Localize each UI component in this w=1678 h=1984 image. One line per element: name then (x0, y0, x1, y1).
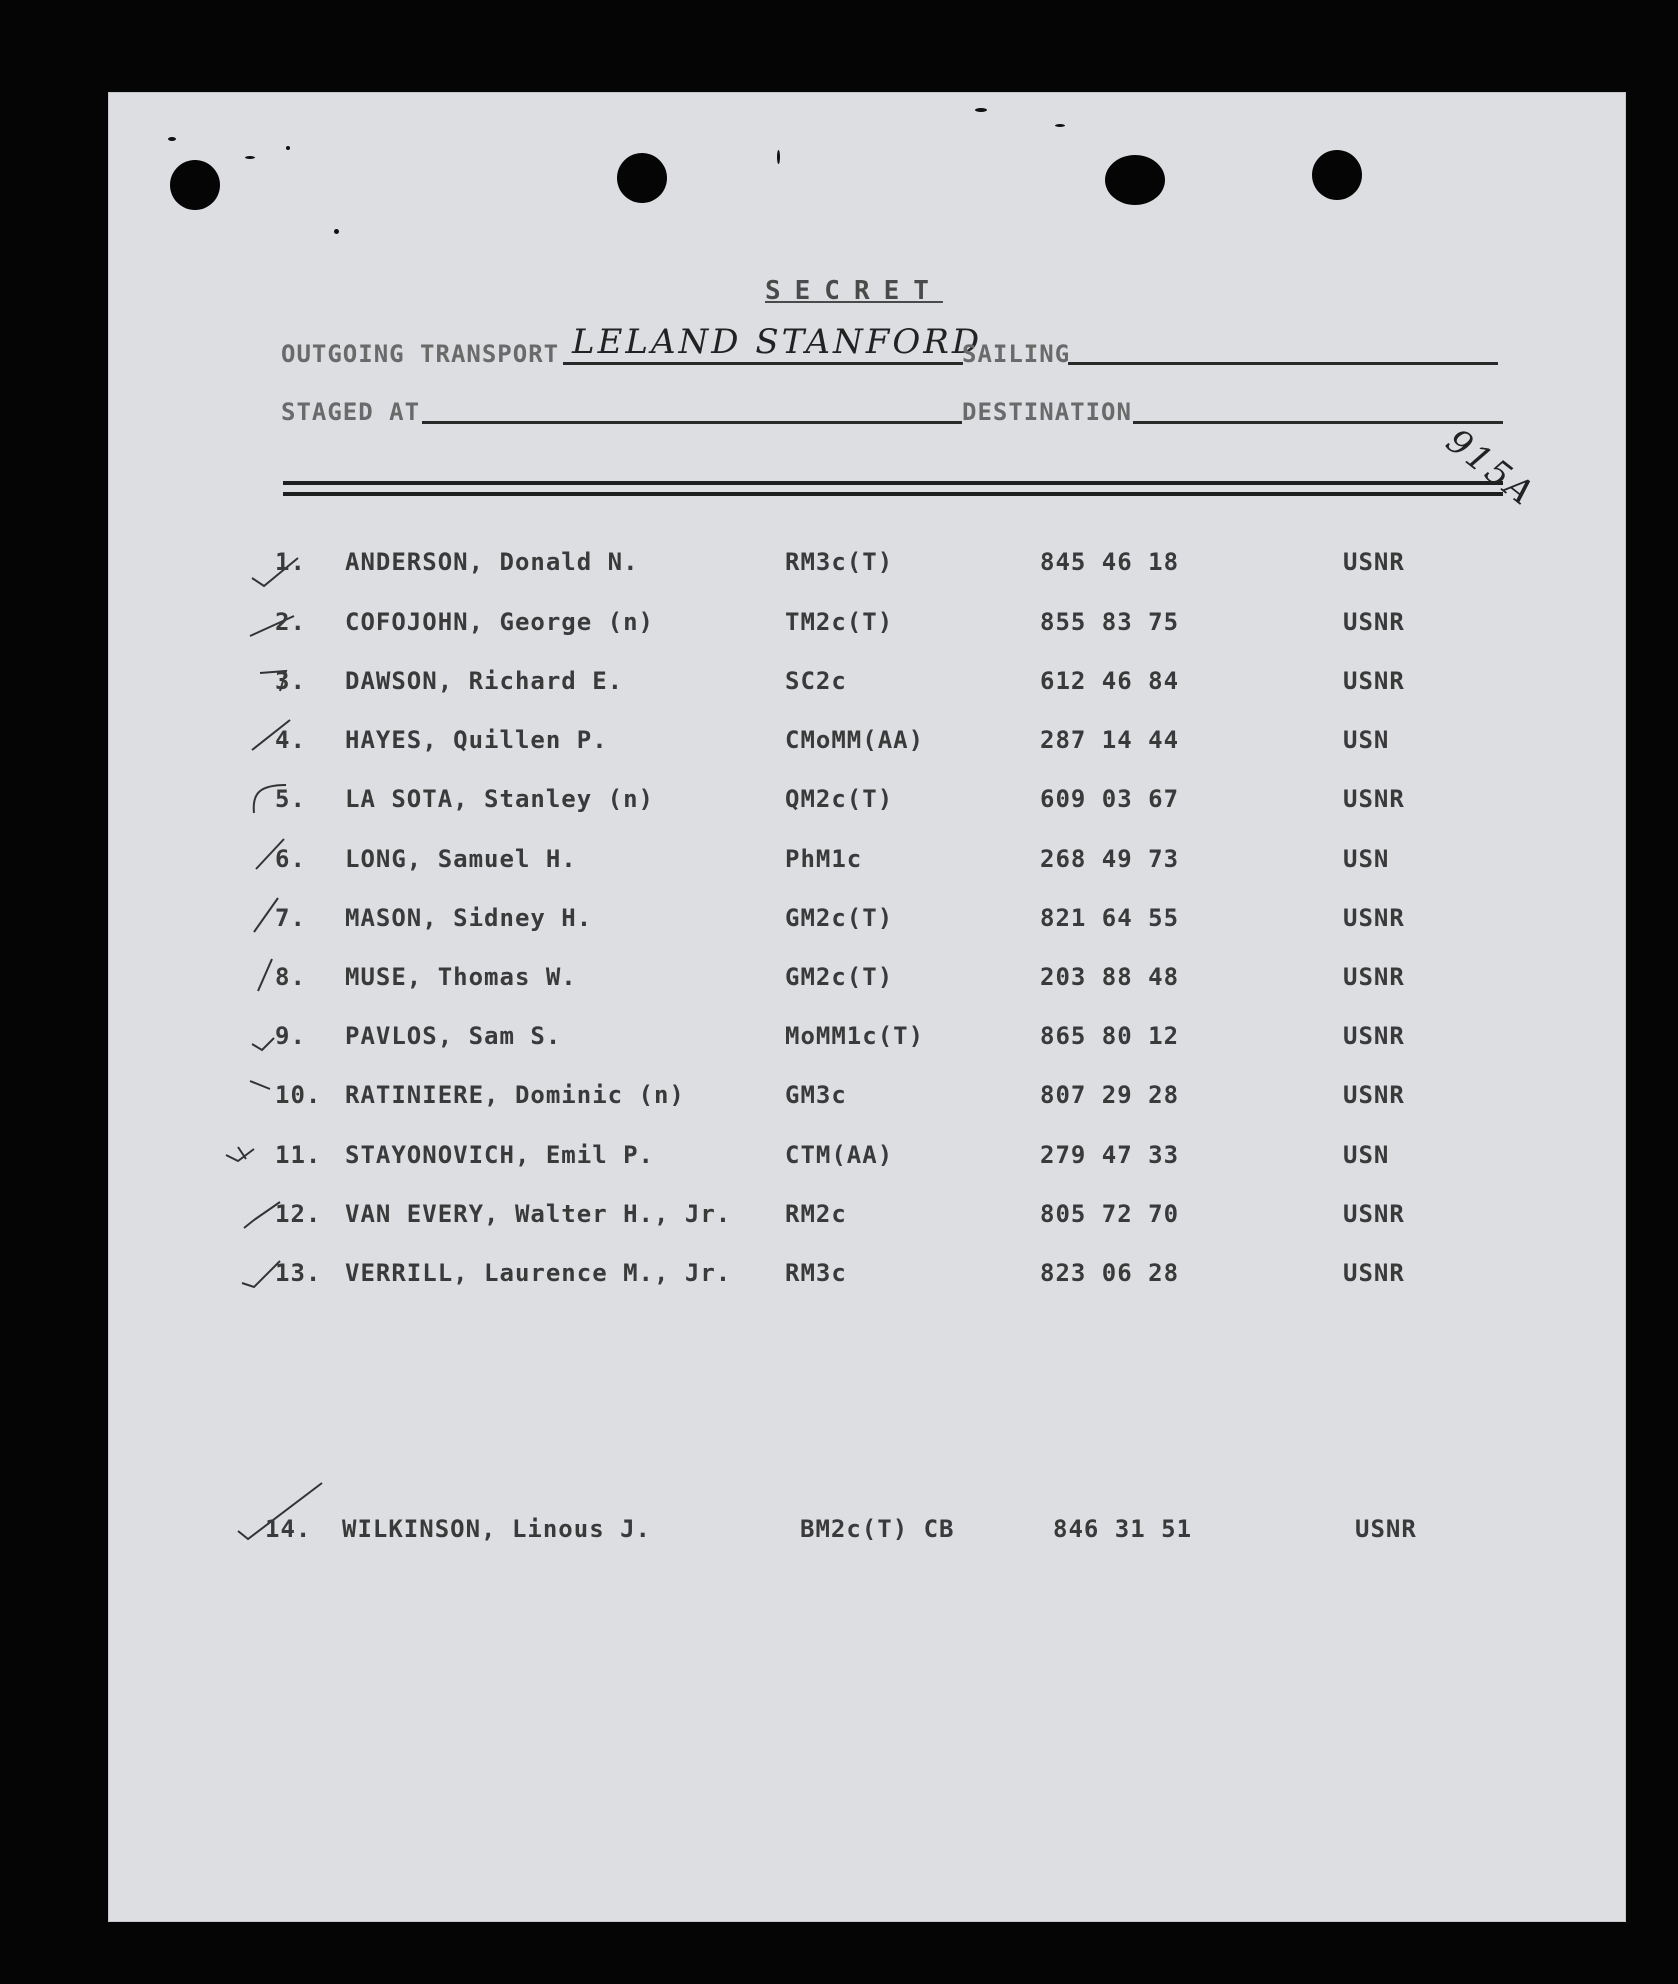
service-component: USNR (1343, 785, 1405, 813)
member-rate: RM3c (785, 1259, 847, 1287)
destination-line (1133, 421, 1503, 424)
service-number: 865 80 12 (1040, 1022, 1180, 1050)
ink-speck (286, 146, 290, 150)
roster-row (0, 548, 1678, 588)
roster-row (0, 904, 1678, 944)
transport-label: OUTGOING TRANSPORT (281, 340, 560, 368)
member-name: DAWSON, Richard E. (345, 667, 624, 695)
row-number: 9. (275, 1022, 306, 1050)
row-number: 3. (275, 667, 306, 695)
ink-speck (168, 137, 176, 141)
member-name: VERRILL, Laurence M., Jr. (345, 1259, 732, 1287)
service-number: 268 49 73 (1040, 845, 1180, 873)
punch-hole (1312, 150, 1362, 200)
sailing-label: SAILING (962, 340, 1071, 368)
member-name: ANDERSON, Donald N. (345, 548, 639, 576)
member-rate: MoMM1c(T) (785, 1022, 925, 1050)
member-rate: BM2c(T) CB (800, 1515, 955, 1543)
member-rate: RM2c (785, 1200, 847, 1228)
member-rate: PhM1c (785, 845, 863, 873)
roster-row (0, 845, 1678, 885)
member-name: MUSE, Thomas W. (345, 963, 577, 991)
member-name: STAYONOVICH, Emil P. (345, 1141, 654, 1169)
transport-line (563, 362, 963, 365)
member-rate: TM2c(T) (785, 608, 894, 636)
row-number: 11. (275, 1141, 322, 1169)
member-name: RATINIERE, Dominic (n) (345, 1081, 685, 1109)
check-mark (240, 1200, 280, 1226)
staged-line (422, 421, 962, 424)
service-component: USNR (1343, 667, 1405, 695)
transport-value: LELAND STANFORD (572, 322, 983, 362)
service-number: 855 83 75 (1040, 608, 1180, 636)
row-number: 8. (275, 963, 306, 991)
ink-speck (334, 229, 339, 234)
member-name: HAYES, Quillen P. (345, 726, 608, 754)
member-rate: GM2c(T) (785, 963, 894, 991)
service-number: 845 46 18 (1040, 548, 1180, 576)
service-number: 805 72 70 (1040, 1200, 1180, 1228)
ink-speck (1055, 124, 1065, 127)
header-rule-bottom (283, 492, 1503, 496)
service-number: 823 06 28 (1040, 1259, 1180, 1287)
member-rate: SC2c (785, 667, 847, 695)
member-name: LONG, Samuel H. (345, 845, 577, 873)
row-number: 6. (275, 845, 306, 873)
row-number: 1. (275, 548, 306, 576)
check-mark (236, 1491, 276, 1517)
row-number: 10. (275, 1081, 322, 1109)
service-component: USN (1343, 726, 1390, 754)
member-rate: CTM(AA) (785, 1141, 894, 1169)
row-number: 5. (275, 785, 306, 813)
roster-row (0, 1081, 1678, 1121)
service-component: USNR (1343, 608, 1405, 636)
service-number: 821 64 55 (1040, 904, 1180, 932)
roster-row (0, 608, 1678, 648)
service-number: 279 47 33 (1040, 1141, 1180, 1169)
roster-row (0, 1515, 1678, 1555)
service-number: 203 88 48 (1040, 963, 1180, 991)
member-rate: CMoMM(AA) (785, 726, 925, 754)
destination-label: DESTINATION (962, 398, 1132, 426)
member-name: COFOJOHN, George (n) (345, 608, 654, 636)
archive-mark: 915A (1438, 421, 1544, 515)
roster-row (0, 1141, 1678, 1181)
ink-speck (245, 156, 255, 159)
roster-row (0, 785, 1678, 825)
ink-speck (975, 108, 987, 112)
service-component: USNR (1343, 963, 1405, 991)
service-number: 612 46 84 (1040, 667, 1180, 695)
row-number: 7. (275, 904, 306, 932)
member-name: PAVLOS, Sam S. (345, 1022, 562, 1050)
service-component: USNR (1343, 1022, 1405, 1050)
ink-speck (777, 150, 780, 164)
service-component: USNR (1343, 548, 1405, 576)
service-component: USN (1343, 1141, 1390, 1169)
service-component: USNR (1343, 904, 1405, 932)
check-mark (224, 1143, 264, 1169)
row-number: 14. (265, 1515, 312, 1543)
row-number: 13. (275, 1259, 322, 1287)
punch-hole (617, 153, 667, 203)
member-name: MASON, Sidney H. (345, 904, 593, 932)
roster-row (0, 1200, 1678, 1240)
row-number: 12. (275, 1200, 322, 1228)
punch-hole (1105, 155, 1165, 205)
row-number: 2. (275, 608, 306, 636)
service-number: 609 03 67 (1040, 785, 1180, 813)
header-rule-top (283, 481, 1503, 485)
service-number: 287 14 44 (1040, 726, 1180, 754)
roster-row (0, 667, 1678, 707)
service-number: 807 29 28 (1040, 1081, 1180, 1109)
service-component: USNR (1343, 1081, 1405, 1109)
classification-heading: SECRET (765, 276, 943, 306)
member-rate: QM2c(T) (785, 785, 894, 813)
service-number: 846 31 51 (1053, 1515, 1193, 1543)
sailing-line (1068, 362, 1498, 365)
punch-hole (170, 160, 220, 210)
service-component: USNR (1355, 1515, 1417, 1543)
service-component: USNR (1343, 1259, 1405, 1287)
member-name: WILKINSON, Linous J. (342, 1515, 651, 1543)
member-rate: GM3c (785, 1081, 847, 1109)
service-component: USNR (1343, 1200, 1405, 1228)
member-name: VAN EVERY, Walter H., Jr. (345, 1200, 732, 1228)
roster-row (0, 726, 1678, 766)
roster-row (0, 963, 1678, 1003)
member-rate: RM3c(T) (785, 548, 894, 576)
member-rate: GM2c(T) (785, 904, 894, 932)
staged-label: STAGED AT (281, 398, 421, 426)
roster-row (0, 1022, 1678, 1062)
row-number: 4. (275, 726, 306, 754)
roster-row (0, 1259, 1678, 1299)
service-component: USN (1343, 845, 1390, 873)
check-mark (240, 1259, 280, 1285)
member-name: LA SOTA, Stanley (n) (345, 785, 654, 813)
